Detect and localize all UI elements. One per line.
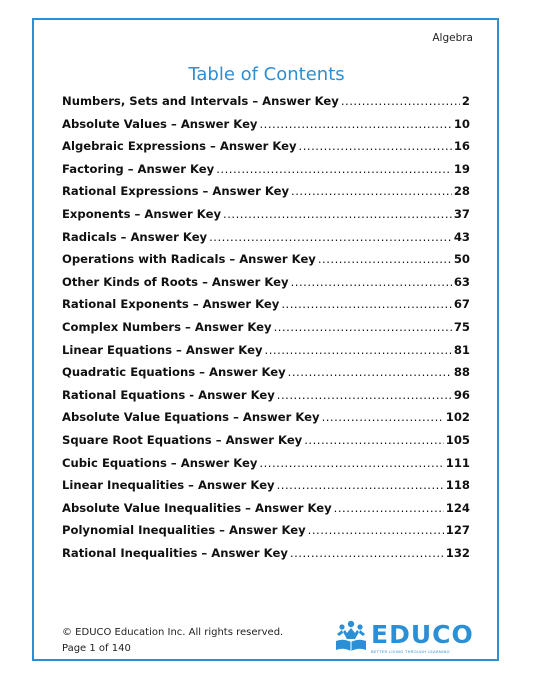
toc-entry-page: 28 xyxy=(453,184,470,199)
toc-entry[interactable] xyxy=(62,139,470,162)
toc-entry[interactable] xyxy=(62,546,470,569)
toc-entry-label: Rational Equations - Answer Key xyxy=(62,387,275,402)
toc-entry-page: 132 xyxy=(445,545,470,560)
toc-leader-dots xyxy=(260,117,452,131)
toc-entry-page: 127 xyxy=(445,523,470,538)
toc-list xyxy=(62,94,470,568)
toc-leader-dots xyxy=(277,478,444,492)
toc-entry[interactable] xyxy=(62,252,470,275)
toc-entry-page: 81 xyxy=(453,342,470,357)
toc-entry-label: Quadratic Equations – Answer Key xyxy=(62,365,286,380)
toc-leader-dots xyxy=(281,297,452,311)
toc-entry[interactable] xyxy=(62,343,470,366)
toc-leader-dots xyxy=(322,410,444,424)
toc-entry-label: Radicals – Answer Key xyxy=(62,229,208,244)
toc-entry-page: 111 xyxy=(445,455,470,470)
toc-entry[interactable] xyxy=(62,320,470,343)
toc-leader-dots xyxy=(277,388,452,402)
toc-entry-page: 63 xyxy=(453,274,470,289)
toc-leader-dots xyxy=(318,252,452,266)
toc-entry-label: Complex Numbers – Answer Key xyxy=(62,319,272,334)
toc-leader-dots xyxy=(265,343,452,357)
toc-entry-label: Absolute Values – Answer Key xyxy=(62,116,258,131)
toc-entry-page: 19 xyxy=(453,161,470,176)
toc-entry-label: Polynomial Inequalities – Answer Key xyxy=(62,523,306,538)
toc-entry[interactable] xyxy=(62,207,470,230)
educo-logo-tagline: BETTER LIVING THROUGH LEARNING xyxy=(371,649,450,654)
toc-entry-page: 96 xyxy=(453,387,470,402)
toc-entry[interactable] xyxy=(62,94,470,117)
toc-title: Table of Contents xyxy=(188,64,345,85)
toc-entry-page: 118 xyxy=(445,478,470,493)
educo-logo-wordmark: EDUCO xyxy=(371,620,474,649)
toc-entry[interactable] xyxy=(62,275,470,298)
toc-entry-page: 43 xyxy=(453,229,470,244)
toc-entry-page: 2 xyxy=(461,94,470,108)
toc-entry-page: 37 xyxy=(453,206,470,221)
toc-entry-label: Linear Equations – Answer Key xyxy=(62,342,263,357)
toc-entry-label: Factoring – Answer Key xyxy=(62,161,215,176)
toc-leader-dots xyxy=(334,501,444,515)
toc-leader-dots xyxy=(259,456,443,470)
toc-entry[interactable] xyxy=(62,523,470,546)
toc-entry-label: Other Kinds of Roots – Answer Key xyxy=(62,274,289,289)
toc-entry-page: 102 xyxy=(445,410,470,425)
toc-entry[interactable] xyxy=(62,184,470,207)
toc-entry[interactable] xyxy=(62,478,470,501)
toc-entry[interactable] xyxy=(62,410,470,433)
toc-leader-dots xyxy=(291,184,452,198)
toc-entry[interactable] xyxy=(62,230,470,253)
toc-entry-page: 105 xyxy=(445,432,470,447)
toc-leader-dots xyxy=(274,320,452,334)
educo-logo xyxy=(333,619,473,657)
educo-logo-icon xyxy=(333,619,369,653)
header-subject: Algebra xyxy=(432,32,473,44)
toc-entry-label: Absolute Value Equations – Answer Key xyxy=(62,410,320,425)
toc-entry-label: Absolute Value Inequalities – Answer Key xyxy=(62,500,332,515)
toc-entry-label: Exponents – Answer Key xyxy=(62,206,222,221)
toc-entry[interactable] xyxy=(62,365,470,388)
toc-leader-dots xyxy=(216,162,452,176)
toc-entry[interactable] xyxy=(62,456,470,479)
toc-entry[interactable] xyxy=(62,162,470,185)
toc-entry-page: 10 xyxy=(453,116,470,131)
toc-entry-page: 88 xyxy=(453,365,470,380)
toc-leader-dots xyxy=(291,275,452,289)
toc-entry[interactable] xyxy=(62,297,470,320)
toc-entry-label: Numbers, Sets and Intervals – Answer Key xyxy=(62,94,339,108)
toc-entry[interactable] xyxy=(62,388,470,411)
footer-page-number: Page 1 of 140 xyxy=(62,643,131,654)
toc-entry-page: 67 xyxy=(453,297,470,312)
toc-entry-label: Rational Inequalities – Answer Key xyxy=(62,545,288,560)
toc-entry-label: Cubic Equations – Answer Key xyxy=(62,455,258,470)
toc-entry-label: Rational Exponents – Answer Key xyxy=(62,297,280,312)
footer-copyright: © EDUCO Education Inc. All rights reserved. xyxy=(62,627,284,638)
toc-entry-label: Algebraic Expressions – Answer Key xyxy=(62,139,297,154)
toc-leader-dots xyxy=(299,139,452,153)
toc-entry-label: Rational Expressions – Answer Key xyxy=(62,184,290,199)
toc-entry-label: Square Root Equations – Answer Key xyxy=(62,432,303,447)
toc-leader-dots xyxy=(304,433,444,447)
toc-entry-page: 50 xyxy=(453,252,470,267)
toc-entry-page: 124 xyxy=(445,500,470,515)
toc-leader-dots xyxy=(290,546,444,560)
toc-entry-label: Operations with Radicals – Answer Key xyxy=(62,252,316,267)
toc-entry[interactable] xyxy=(62,433,470,456)
toc-entry[interactable] xyxy=(62,117,470,140)
toc-entry-page: 16 xyxy=(453,139,470,154)
toc-leader-dots xyxy=(209,230,452,244)
toc-entry[interactable] xyxy=(62,501,470,524)
toc-leader-dots xyxy=(288,365,452,379)
toc-entry-label: Linear Inequalities – Answer Key xyxy=(62,478,275,493)
toc-leader-dots xyxy=(308,523,444,537)
toc-leader-dots xyxy=(341,94,460,108)
toc-entry-page: 75 xyxy=(453,319,470,334)
toc-leader-dots xyxy=(223,207,452,221)
